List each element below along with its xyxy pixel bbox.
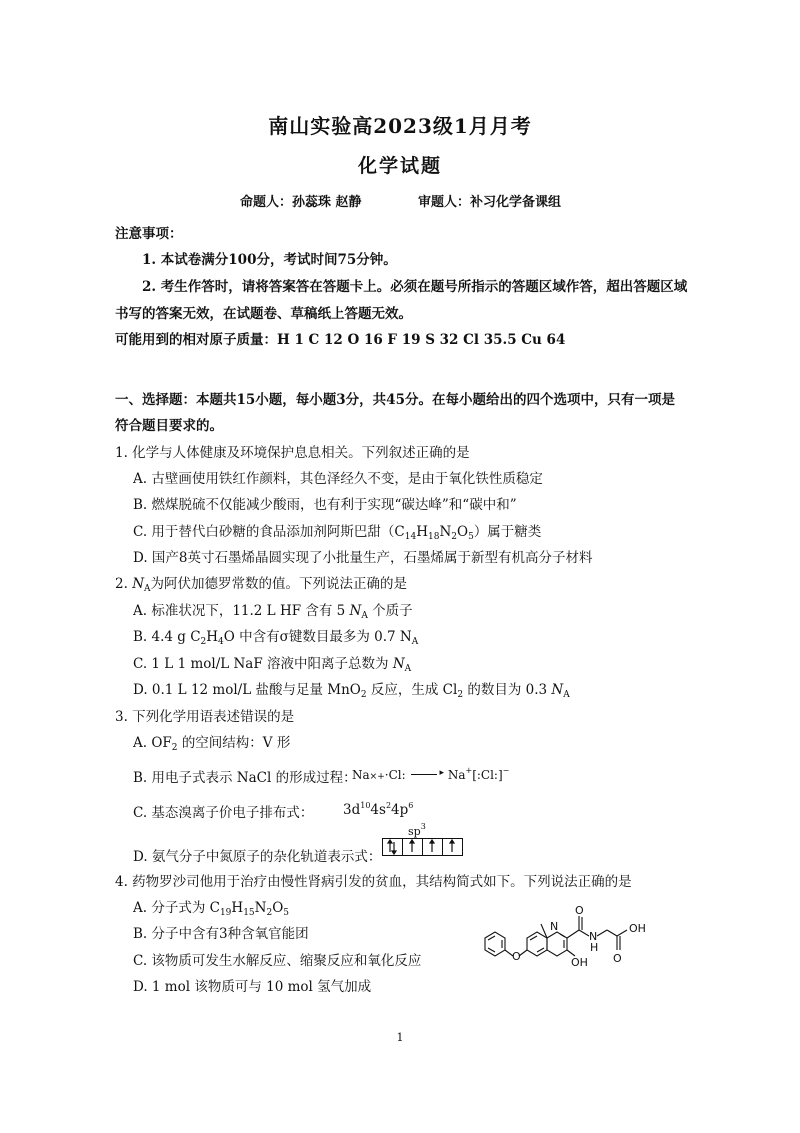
ring-n-label: N	[550, 920, 559, 933]
ether-o-label: O	[512, 950, 521, 963]
nacl-formation-diagram: Na×+·Cl: ▸ Na+[:Cl:]−	[352, 766, 510, 782]
q3-option-d: D. 氨气分子中氮原子的杂化轨道表示式：	[133, 849, 382, 865]
q2-option-d: D. 0.1 L 12 mol/L 盐酸与足量 MnO$_2$ 反应，生成 $Cl_2$ 的数目为 0.3 $N_A$	[133, 682, 570, 700]
note-2-cont: 书写的答案无效，在试题卷、草稿纸上答题无效。	[115, 306, 412, 322]
phenol-oh-label: OH	[571, 956, 588, 969]
q2-stem: 2. $N_A$为阿伏加德罗常数的值。下列说法正确的是	[115, 576, 407, 594]
q3-stem: 3. 下列化学用语表述错误的是	[115, 709, 295, 725]
acid-oh-label: OH	[629, 922, 646, 935]
q3-option-a: A. $OF_2$ 的空间结构：V 形	[133, 735, 291, 753]
exam-title: 南山实验高2023级1月月考	[268, 114, 532, 138]
amide-n-label: N	[589, 930, 598, 943]
subject-title: 化学试题	[357, 155, 442, 177]
page-number: 1	[396, 1031, 404, 1044]
q2-option-a: A. 标准状况下，11.2 L HF 含有 5 $N_A$ 个质子	[133, 603, 413, 621]
note-1: 1. 本试卷满分100分，考试时间75分钟。	[142, 252, 397, 268]
amide-h-label: H	[590, 941, 599, 954]
q4-stem: 4. 药物罗沙司他用于治疗由慢性肾病引发的贫血，其结构简式如下。下列说法正确的是	[115, 874, 632, 890]
carbonyl-o-label: O	[575, 904, 584, 917]
orbital-diagram	[382, 838, 464, 858]
section-heading-cont: 符合题目要求的。	[115, 418, 223, 434]
q1-option-c: C. 用于替代白砂糖的食品添加剂阿斯巴甜$(C_{14}H_{18}N_2O_5)$属于糖类	[133, 524, 542, 542]
q4-option-b: B. 分子中含有3种含氧官能团	[133, 926, 309, 942]
note-2: 2. 考生作答时，请将答案答在答题卡上。必须在题号所指示的答题区域作答，超出答题区域	[142, 279, 688, 295]
q3-option-c: C. 基态溴离子价电子排布式：	[133, 805, 314, 821]
q4-option-d: D. 1 mol 该物质可与 10 mol 氢气加成	[133, 979, 372, 995]
notes-heading: 注意事项：	[115, 226, 183, 242]
br-electron-config: $3d^{10}4s^24p^6$	[343, 801, 414, 818]
section-heading: 一、选择题：本题共15小题，每小题3分，共45分。在每小题给出的四个选项中，只有一项是	[115, 392, 675, 408]
acid-o-label: O	[613, 952, 622, 965]
q1-option-d: D. 国产8英寸石墨烯晶圆实现了小批量生产，石墨烯属于新型有机高分子材料	[133, 550, 593, 566]
q1-stem: 1. 化学与人体健康及环境保护息息相关。下列叙述正确的是	[115, 445, 470, 461]
q3-option-b: B. 用电子式表示 NaCl 的形成过程：	[133, 770, 357, 786]
setter: 命题人：孙蕊珠 赵静	[240, 195, 362, 210]
q1-option-b: B. 燃煤脱硫不仅能减少酸雨，也有利于实现“碳达峰”和“碳中和”	[133, 497, 517, 513]
sp3-label: $sp^3$	[408, 822, 426, 838]
reviewer: 审题人：补习化学备课组	[418, 195, 562, 210]
q2-option-c: C. 1 L 1 mol/L NaF 溶液中阳离子总数为 $N_A$	[133, 656, 412, 674]
q1-option-a: A. 古壁画使用铁红作颜料，其色泽经久不变，是由于氧化铁性质稳定	[133, 471, 543, 487]
atomic-masses: 可能用到的相对原子质量：H 1 C 12 O 16 F 19 S 32 Cl 35.5 Cu 64	[115, 332, 566, 348]
q2-option-b: B. 4.4 g $C_2H_4O$ 中含有σ键数目最多为 0.7 $N_A$	[133, 629, 419, 647]
q4-option-c: C. 该物质可发生水解反应、缩聚反应和氧化反应	[133, 953, 422, 969]
q4-option-a: A. 分子式为 $C_{19}H_{15}N_2O_5$	[133, 900, 289, 918]
roxadustat-structure	[465, 890, 705, 990]
